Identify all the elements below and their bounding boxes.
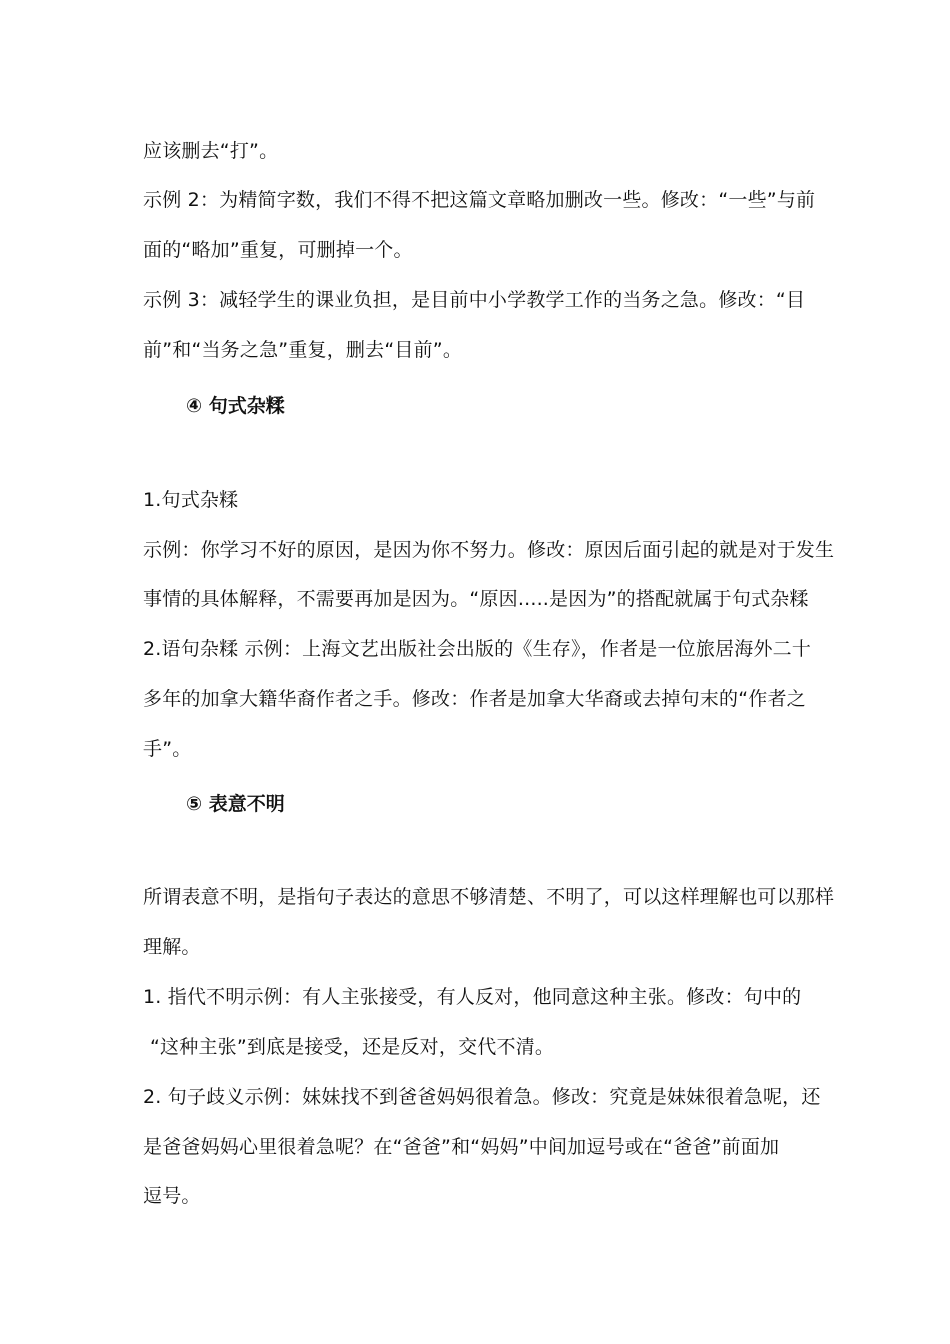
paragraph-line: 多年的加拿大籍华裔作者之手。修改：作者是加拿大华裔或去掉句末的“作者之 (143, 688, 806, 710)
paragraph-line: 理解。 (143, 936, 201, 958)
paragraph-line: 示例 2：为精简字数，我们不得不把这篇文章略加删改一些。修改：“一些”与前 (143, 189, 816, 211)
paragraph-line: “这种主张”到底是接受，还是反对，交代不清。 (150, 1036, 555, 1058)
section-heading: ⑤ 表意不明 (186, 793, 285, 815)
section-heading: ④ 句式杂糅 (186, 395, 285, 417)
paragraph-line: 事情的具体解释，不需要再加是因为。“原因.....是因为”的搭配就属于句式杂糅 (143, 588, 809, 610)
paragraph-line: 2.语句杂糅 示例：上海文艺出版社会出版的《生存》，作者是一位旅居海外二十 (143, 638, 812, 660)
paragraph-line: 所谓表意不明，是指句子表达的意思不够清楚、不明了，可以这样理解也可以那样 (143, 886, 835, 908)
paragraph-line: 1. 指代不明示例：有人主张接受，有人反对，他同意这种主张。修改：句中的 (143, 986, 802, 1008)
paragraph-line: 示例 3：减轻学生的课业负担，是目前中小学教学工作的当务之急。修改：“目 (143, 289, 806, 311)
paragraph-line: 应该删去“打”。 (143, 140, 279, 162)
paragraph-line: 示例：你学习不好的原因，是因为你不努力。修改：原因后面引起的就是对于发生 (143, 539, 835, 561)
paragraph-line: 是爸爸妈妈心里很着急呢？在“爸爸”和“妈妈”中间加逗号或在“爸爸”前面加 (143, 1136, 780, 1158)
paragraph-line: 前”和“当务之急”重复，删去“目前”。 (143, 339, 463, 361)
paragraph-line: 1.句式杂糅 (143, 489, 239, 511)
paragraph-line: 手”。 (143, 738, 192, 760)
paragraph-line: 2. 句子歧义示例：妹妹找不到爸爸妈妈很着急。修改：究竟是妹妹很着急呢，还 (143, 1086, 821, 1108)
paragraph-line: 逗号。 (143, 1185, 201, 1207)
paragraph-line: 面的“略加”重复，可删掉一个。 (143, 239, 413, 261)
